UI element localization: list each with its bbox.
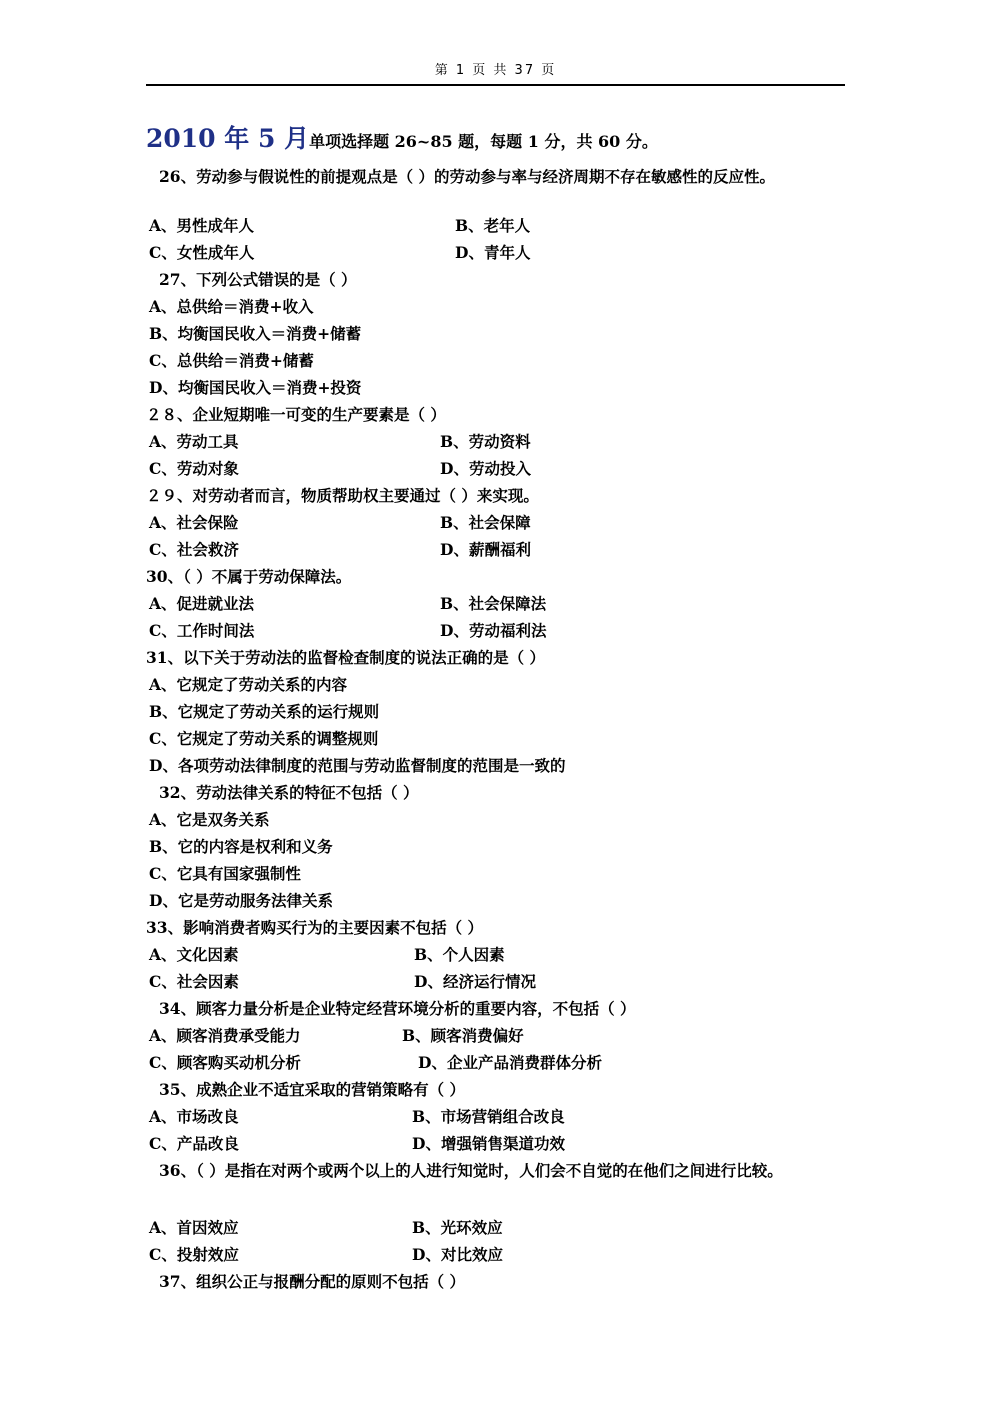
option-a-32[interactable]: A、它是双务关系 (149, 810, 270, 829)
option-b-26[interactable]: B、老年人 (455, 216, 531, 235)
question-options-35 (146, 1103, 866, 1157)
question-options-32 (146, 806, 866, 914)
question-options-31 (146, 671, 866, 779)
question-stem-31: 31、以下关于劳动法的监督检查制度的说法正确的是（ ） (146, 648, 545, 667)
option-c-26[interactable]: C、女性成年人 (149, 243, 255, 262)
option-row (146, 1103, 866, 1130)
option-a-35[interactable]: A、市场改良 (149, 1107, 239, 1126)
option-b-32[interactable]: B、它的内容是权利和义务 (149, 837, 333, 856)
option-a-34[interactable]: A、顾客消费承受能力 (149, 1026, 301, 1045)
spacer (146, 1184, 866, 1214)
option-c-29[interactable]: C、社会救济 (149, 540, 239, 559)
option-b-29[interactable]: B、社会保障 (440, 513, 531, 532)
question-options-28 (146, 428, 866, 482)
option-d-35[interactable]: D、增强销售渠道功效 (412, 1134, 565, 1153)
option-d-29[interactable]: D、薪酬福利 (440, 540, 531, 559)
option-b-30[interactable]: B、社会保障法 (440, 594, 547, 613)
option-row (146, 1130, 866, 1157)
question-stem-33: 33、影响消费者购买行为的主要因素不包括（ ） (146, 918, 483, 937)
page-header (146, 62, 845, 86)
option-row (146, 1049, 866, 1076)
option-row (146, 1241, 866, 1268)
question-options-36 (146, 1214, 866, 1268)
option-d-30[interactable]: D、劳动福利法 (440, 621, 547, 640)
exam-title (146, 124, 866, 157)
header-divider (146, 84, 845, 86)
option-row (146, 590, 866, 617)
question-options-26 (146, 212, 866, 266)
option-a-33[interactable]: A、文化因素 (149, 945, 239, 964)
option-b-36[interactable]: B、光环效应 (412, 1218, 503, 1237)
option-d-27[interactable]: D、均衡国民收入＝消费+投资 (149, 378, 362, 397)
option-d-26[interactable]: D、青年人 (455, 243, 531, 262)
option-row (146, 428, 866, 455)
option-row (146, 941, 866, 968)
option-c-27[interactable]: C、总供给＝消费+储蓄 (149, 351, 314, 370)
option-row (146, 536, 866, 563)
option-a-30[interactable]: A、促进就业法 (149, 594, 255, 613)
question-stem-34: 34、顾客力量分析是企业特定经营环境分析的重要内容，不包括（ ） (159, 999, 636, 1018)
option-row (146, 239, 866, 266)
option-row (146, 455, 866, 482)
option-row (146, 1022, 866, 1049)
option-c-33[interactable]: C、社会因素 (149, 972, 239, 991)
option-c-36[interactable]: C、投射效应 (149, 1245, 239, 1264)
question-stem-29: ２９、对劳动者而言，物质帮助权主要通过（ ）来实现。 (146, 486, 539, 505)
option-c-35[interactable]: C、产品改良 (149, 1134, 239, 1153)
option-b-28[interactable]: B、劳动资料 (440, 432, 531, 451)
question-stem-27: 27、下列公式错误的是（ ） (159, 270, 357, 289)
option-a-27[interactable]: A、总供给＝消费+收入 (149, 297, 314, 316)
question-stem-36: 36、（ ）是指在对两个或两个以上的人进行知觉时，人们会不自觉的在他们之间进行比较。 (159, 1161, 783, 1180)
question-options-27 (146, 293, 866, 401)
option-a-36[interactable]: A、首因效应 (149, 1218, 239, 1237)
option-d-28[interactable]: D、劳动投入 (440, 459, 531, 478)
document-body (146, 124, 866, 1295)
option-d-33[interactable]: D、经济运行情况 (414, 972, 536, 991)
question-stem-30: 30、（ ）不属于劳动保障法。 (146, 567, 352, 586)
question-stem-35: 35、成熟企业不适宜采取的营销策略有（ ） (159, 1080, 465, 1099)
option-b-35[interactable]: B、市场营销组合改良 (412, 1107, 565, 1126)
option-b-31[interactable]: B、它规定了劳动关系的运行规则 (149, 702, 380, 721)
option-c-32[interactable]: C、它具有国家强制性 (149, 864, 301, 883)
question-stem-28: ２８、企业短期唯一可变的生产要素是（ ） (146, 405, 446, 424)
question-options-30 (146, 590, 866, 644)
spacer (146, 190, 866, 212)
question-stem-32: 32、劳动法律关系的特征不包括（ ） (159, 783, 419, 802)
exam-title-date: 2010 年 5 月 (146, 124, 310, 153)
option-a-31[interactable]: A、它规定了劳动关系的内容 (149, 675, 348, 694)
option-d-31[interactable]: D、各项劳动法律制度的范围与劳动监督制度的范围是一致的 (149, 756, 566, 775)
option-d-36[interactable]: D、对比效应 (412, 1245, 503, 1264)
option-a-26[interactable]: A、男性成年人 (149, 216, 255, 235)
option-row (146, 212, 866, 239)
question-options-34 (146, 1022, 866, 1076)
option-b-27[interactable]: B、均衡国民收入＝消费+储蓄 (149, 324, 362, 343)
option-c-30[interactable]: C、工作时间法 (149, 621, 255, 640)
option-d-34[interactable]: D、企业产品消费群体分析 (418, 1053, 602, 1072)
question-options-33 (146, 941, 866, 995)
option-a-28[interactable]: A、劳动工具 (149, 432, 239, 451)
option-a-29[interactable]: A、社会保险 (149, 513, 239, 532)
question-stem-37: 37、组织公正与报酬分配的原则不包括（ ） (159, 1272, 465, 1291)
option-row (146, 509, 866, 536)
option-row (146, 968, 866, 995)
option-b-33[interactable]: B、个人因素 (414, 945, 505, 964)
question-stem-26: 26、劳动参与假说性的前提观点是（ ）的劳动参与率与经济周期不存在敏感性的反应性。 (159, 167, 775, 186)
page-indicator: 第 1 页 共 37 页 (434, 63, 557, 78)
option-b-34[interactable]: B、顾客消费偏好 (402, 1026, 524, 1045)
option-row (146, 617, 866, 644)
option-c-28[interactable]: C、劳动对象 (149, 459, 239, 478)
option-c-34[interactable]: C、顾客购买动机分析 (149, 1053, 301, 1072)
exam-title-description: 单项选择题 26~85 题，每题 1 分，共 60 分。 (309, 132, 658, 151)
option-d-32[interactable]: D、它是劳动服务法律关系 (149, 891, 333, 910)
option-row (146, 1214, 866, 1241)
option-c-31[interactable]: C、它规定了劳动关系的调整规则 (149, 729, 379, 748)
question-options-29 (146, 509, 866, 563)
